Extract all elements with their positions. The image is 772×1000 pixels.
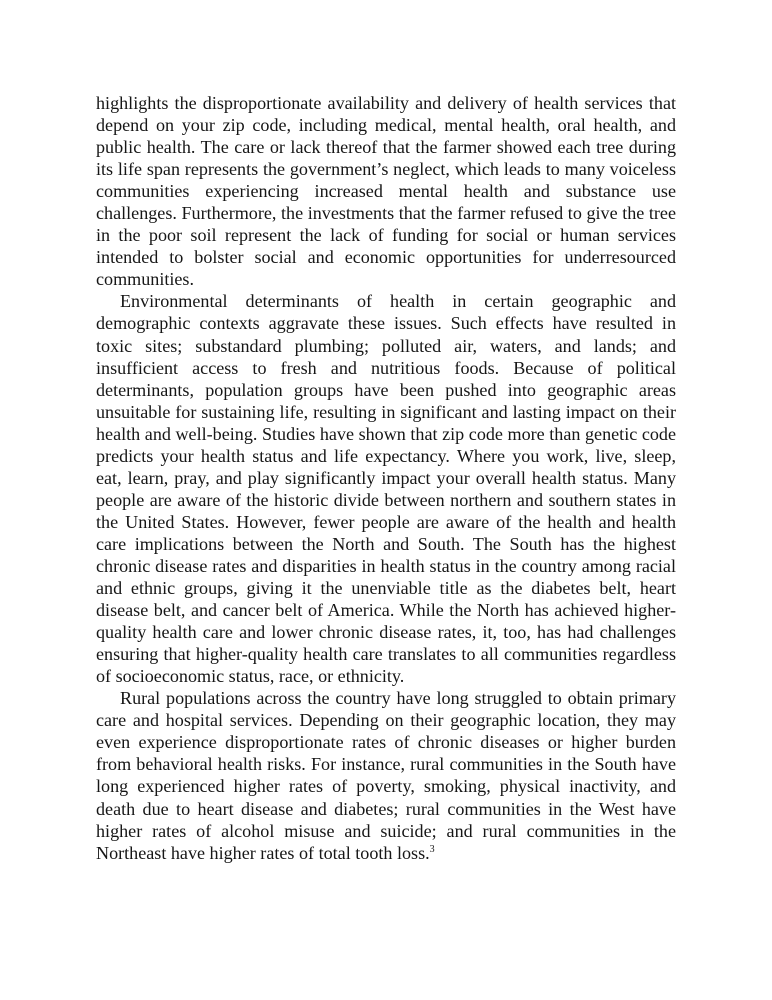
paragraph-environmental-determinants: Environmental determinants of health in certain geographic and demographic contexts aggravate these issues. Such effects have resulted in toxic sites; substandard plumbing; polluted air, waters, and lands; and insufficient access to fresh and nutritious foods. Because of political determinants, population groups have been pushed into geographic areas unsuitable for sustaining life, resulting in significant and lasting impact on their health and well-being. Studies have shown that zip code more than genetic code predicts your health status and life expectancy. Where you work, live, sleep, eat, learn, pray, and play significantly impact your overall health status. Many people are aware of the historic divide between northern and southern states in the United States. However, fewer people are aware of the health and health care implications between the North and South. The South has the highest chronic disease rates and disparities in health status in the country among racial and ethnic groups, giving it the unenviable title as the diabetes belt, heart disease belt, and cancer belt of America. While the North has achieved higher-quality health care and lower chronic disease rates, it, too, has had challenges ensuring that higher-quality health care translates to all communities regardless of socioeconomic status, race, or ethnicity. <box>96 291 676 687</box>
paragraph-continuation: highlights the disproportionate availability and delivery of health services that depend on your zip code, including medical, mental health, oral health, and public health. The care or lack thereof that the farmer showed each tree during its life span represents the government’s neglect, which leads to many voiceless communities experiencing increased mental health and substance use challenges. Furthermore, the investments that the farmer refused to give the tree in the poor soil represent the lack of funding for social or human services intended to bolster social and economic opportunities for underresourced communities. <box>96 93 676 290</box>
page-body <box>96 92 676 864</box>
paragraph-rural-populations <box>96 687 676 863</box>
footnote-marker[interactable]: 3 <box>429 843 435 855</box>
paragraph-rural-populations-text: Rural populations across the country have long struggled to obtain primary care and hospital services. Depending on their geographic location, they may even experience disproportionate rates of chronic diseases or higher burden from behavioral health risks. For instance, rural communities in the South have long experienced higher rates of poverty, smoking, physical inactivity, and death due to heart disease and diabetes; rural communities in the West have higher rates of alcohol misuse and suicide; and rural communities in the Northeast have higher rates of total tooth loss. <box>96 688 676 863</box>
